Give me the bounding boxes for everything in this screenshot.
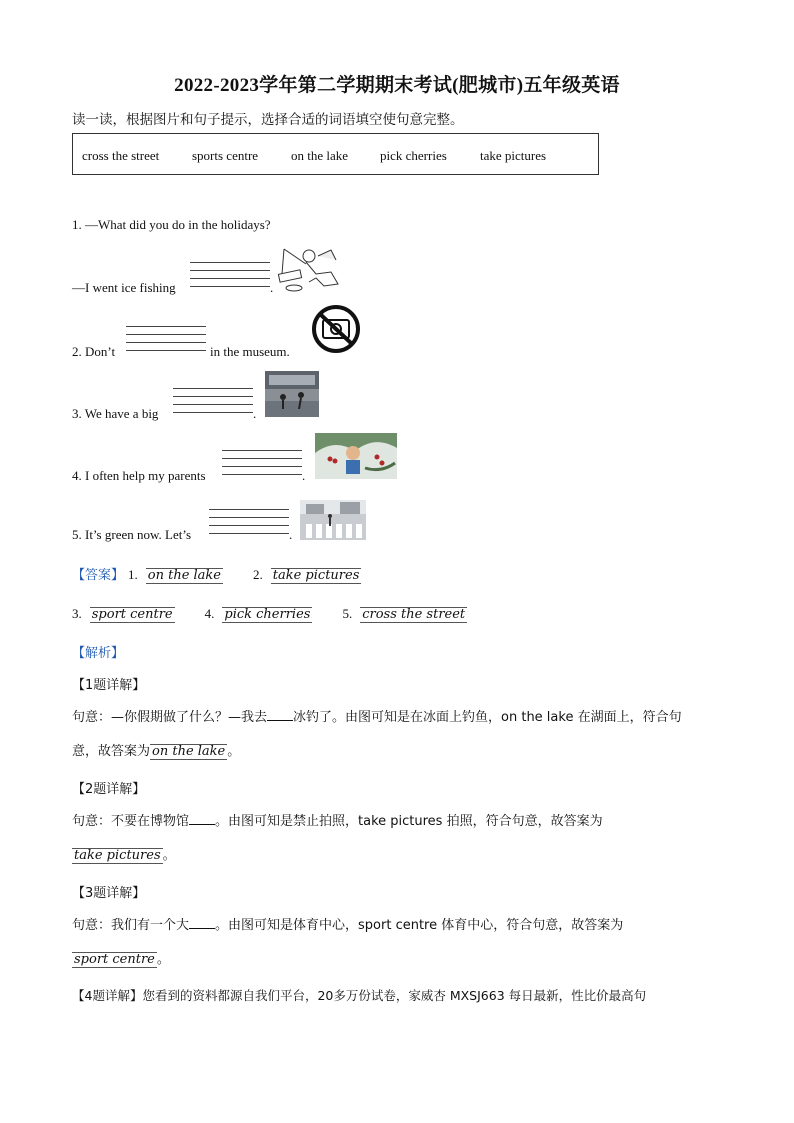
section-heading: 【3题详解】 (72, 886, 146, 901)
answer-number: 5. (342, 606, 353, 621)
analysis-label: 【解析】 (72, 646, 125, 661)
page-title: 2022-2023学年第二学期期末考试(肥城市)五年级英语 (174, 75, 620, 96)
instruction: 读一读，根据图片和句子提示，选择合适的词语填空使句意完整。 (72, 112, 464, 128)
sports-centre-picture (265, 371, 319, 417)
text: 。由图可知是体育中心，sport centre 体育中心，符合句意，故答案为 (215, 918, 624, 933)
answer-number: 2. (253, 567, 263, 582)
answer-row-2 (72, 605, 467, 623)
analysis-4-line (72, 986, 646, 1004)
answer-handwritten: take pictures (74, 848, 161, 863)
cherry-picking-picture (315, 433, 397, 479)
answer-number: 3. (72, 606, 82, 621)
analysis-3-line-2 (72, 948, 170, 968)
blank (267, 710, 293, 721)
text: 句意：我们有一个大 (72, 918, 190, 933)
answer-lines (190, 262, 270, 294)
word-bank-item: on the lake (291, 148, 349, 163)
question-5: 5. It’s green now. Let’s (72, 527, 192, 542)
text: 意，故答案为 (72, 744, 151, 759)
word-bank-item: cross the street (82, 148, 160, 163)
blank (189, 814, 215, 825)
section-heading: 【1题详解】 (72, 678, 146, 693)
word-bank-item: sports centre (192, 148, 259, 163)
period: . (270, 280, 274, 295)
question-4: 4. I often help my parents (72, 468, 206, 483)
answer-lines (209, 509, 289, 541)
analysis-1-line-2 (72, 740, 240, 760)
section-heading: 【4题详解】 (72, 988, 143, 1003)
question-3: 3. We have a big (72, 406, 159, 421)
answer-lines (222, 450, 302, 482)
answer-row-1 (72, 564, 361, 584)
text: 。 (156, 952, 170, 967)
answer-label: 【答案】 (72, 568, 125, 583)
analysis-1-line-1 (72, 706, 682, 725)
answer-1: on the lake (147, 568, 221, 583)
answer-lines (173, 388, 253, 420)
text: 。 (162, 848, 176, 863)
analysis-2-line-2 (72, 844, 176, 864)
text: 。 (227, 744, 241, 759)
crosswalk-picture (300, 500, 366, 540)
period: . (302, 468, 306, 483)
question-1-answer-stem: —I went ice fishing (72, 280, 176, 295)
ice-fishing-picture (276, 244, 350, 294)
answer-lines (126, 326, 206, 358)
answer-5: cross the street (362, 607, 466, 622)
period: . (253, 406, 257, 421)
no-photography-sign (305, 304, 367, 354)
answer-number: 1. (128, 567, 138, 582)
blank (189, 918, 215, 929)
question-1-prompt: 1. —What did you do in the holidays? (72, 217, 271, 232)
question-2-start: 2. Don’t (72, 344, 116, 359)
question-2-end: in the museum. (210, 344, 290, 359)
analysis-2-line-1 (72, 810, 603, 829)
answer-handwritten: on the lake (152, 744, 226, 759)
word-bank-item: pick cherries (380, 148, 447, 163)
answer-handwritten: sport centre (74, 952, 155, 967)
section-heading: 【2题详解】 (72, 782, 146, 797)
text: 。由图可知是禁止拍照，take pictures 拍照，符合句意，故答案为 (215, 814, 603, 829)
word-bank-item: take pictures (480, 148, 547, 163)
text: 冰钓了。由图可知是在冰面上钓鱼，on the lake 在湖面上，符合句 (293, 710, 682, 725)
text: 句意：—你假期做了什么？—我去 (72, 710, 268, 725)
text: 您看到的资料都源自我们平台，20多万份试卷，家威杏 MXSJ663 每日最新，性比价最高句 (142, 988, 647, 1003)
period: . (289, 527, 293, 542)
answer-3: sport centre (91, 607, 173, 622)
answer-4: pick cherries (224, 607, 311, 622)
answer-2: take pictures (272, 568, 360, 583)
word-bank (72, 133, 599, 175)
analysis-3-line-1 (72, 914, 623, 933)
answer-number: 4. (204, 606, 215, 621)
text: 句意：不要在博物馆 (72, 814, 190, 829)
